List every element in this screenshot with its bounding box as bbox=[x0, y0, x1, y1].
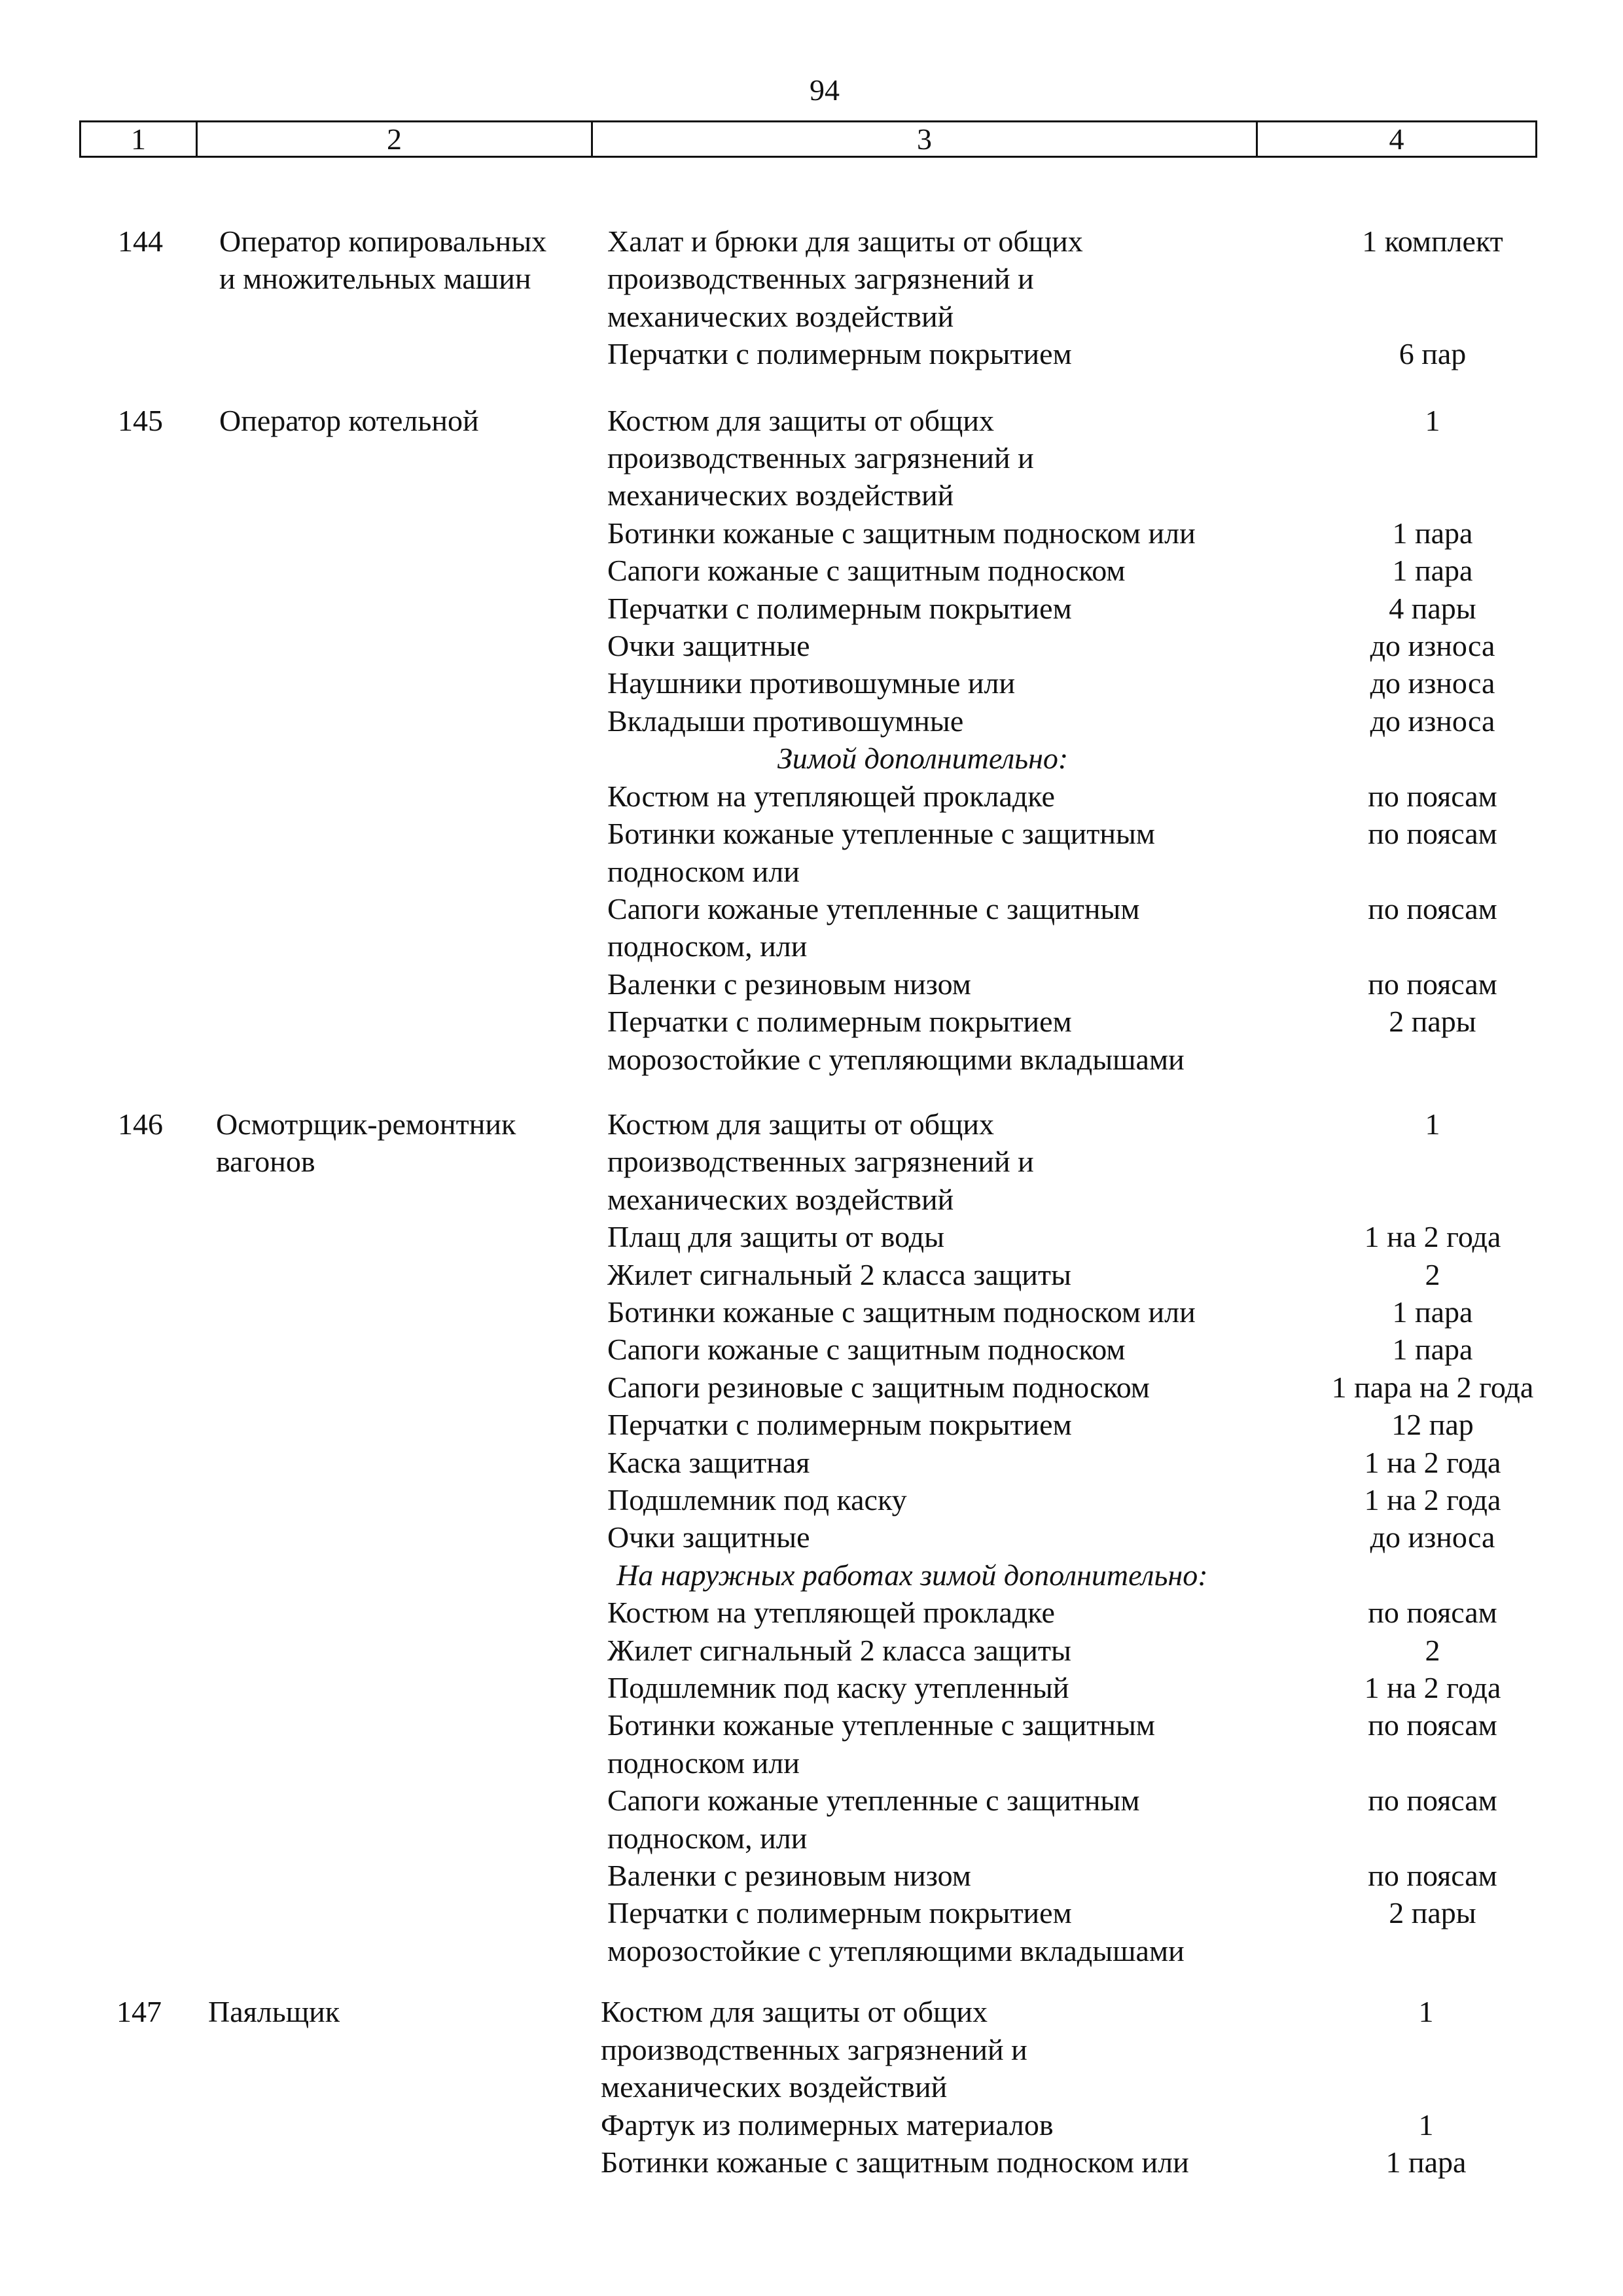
item-name: Ботинки кожаные утепленные с защитным подноском или bbox=[607, 817, 1155, 888]
item-row bbox=[0, 1857, 1623, 1894]
entry-number: 147 bbox=[116, 1995, 162, 2029]
item-quantity: 1 bbox=[1418, 2108, 1434, 2142]
section-note: Зимой дополнительно: bbox=[777, 742, 1069, 776]
item-name: Сапоги кожаные с защитным подноском bbox=[607, 1333, 1126, 1367]
item-quantity: 2 bbox=[1425, 1257, 1440, 1291]
item-quantity: 1 пара bbox=[1392, 516, 1473, 550]
item-name: Костюм для защиты от общих производственных загрязнений и механических воздействий bbox=[601, 1995, 1027, 2104]
entry-number: 144 bbox=[118, 224, 163, 258]
item-name: Сапоги резиновые с защитным подноском bbox=[607, 1370, 1150, 1404]
page-number: 94 bbox=[810, 73, 840, 107]
item-row bbox=[0, 1993, 1623, 2106]
item-quantity: 1 bbox=[1425, 1107, 1440, 1141]
entry-profession: Оператор котельной bbox=[219, 403, 479, 437]
header-col-2: 2 bbox=[198, 122, 593, 156]
item-quantity: по поясам bbox=[1368, 779, 1497, 813]
item-row bbox=[0, 552, 1623, 589]
item-quantity: по поясам bbox=[1368, 817, 1497, 851]
item-name: Сапоги кожаные утепленные с защитным подноском, или bbox=[607, 891, 1140, 963]
item-row bbox=[0, 1894, 1623, 1969]
item-row bbox=[0, 2106, 1623, 2144]
item-row bbox=[0, 1518, 1623, 1556]
item-quantity: по поясам bbox=[1368, 1859, 1497, 1893]
item-quantity: до износа bbox=[1370, 666, 1495, 700]
item-quantity: до износа bbox=[1370, 704, 1495, 738]
item-quantity: 1 пара на 2 года bbox=[1331, 1370, 1534, 1404]
item-quantity: по поясам bbox=[1368, 1708, 1497, 1742]
item-row bbox=[0, 1632, 1623, 1669]
item-name: Плащ для защиты от воды bbox=[607, 1220, 945, 1254]
item-row bbox=[0, 1105, 1623, 1218]
item-quantity: до износа bbox=[1370, 1520, 1495, 1554]
item-quantity: 2 пары bbox=[1389, 1896, 1476, 1930]
item-name: Валенки с резиновым низом bbox=[607, 1859, 971, 1893]
item-quantity: до износа bbox=[1370, 629, 1495, 663]
item-row bbox=[0, 2144, 1623, 2181]
entry-number: 145 bbox=[118, 403, 163, 437]
item-name: Вкладыши противошумные bbox=[607, 704, 964, 738]
entry-146 bbox=[0, 1105, 1623, 1969]
item-name: Наушники противошумные или bbox=[607, 666, 1016, 700]
item-row bbox=[0, 1256, 1623, 1293]
entry-number: 146 bbox=[118, 1107, 163, 1141]
item-quantity: по поясам bbox=[1368, 1596, 1497, 1630]
header-col-3: 3 bbox=[593, 122, 1258, 156]
item-row bbox=[0, 815, 1623, 890]
item-row bbox=[0, 223, 1623, 335]
item-name: Ботинки кожаные с защитным подноском или bbox=[607, 516, 1196, 550]
item-row bbox=[0, 514, 1623, 552]
item-name: Костюм для защиты от общих производственных загрязнений и механических воздействий bbox=[607, 403, 1034, 512]
item-row bbox=[0, 965, 1623, 1003]
item-row bbox=[0, 627, 1623, 664]
item-name: Жилет сигнальный 2 класса защиты bbox=[607, 1257, 1071, 1291]
item-quantity: 1 комплект bbox=[1362, 224, 1503, 258]
item-quantity: 4 пары bbox=[1389, 591, 1476, 625]
entry-profession: Осмотрщик-ремонтник вагонов bbox=[216, 1107, 516, 1179]
item-row bbox=[0, 702, 1623, 740]
header-col-1: 1 bbox=[81, 122, 198, 156]
item-row bbox=[0, 1481, 1623, 1518]
item-name: Жилет сигнальный 2 класса защиты bbox=[607, 1633, 1071, 1667]
item-name: Каска защитная bbox=[607, 1445, 810, 1479]
item-name: Перчатки с полимерным покрытием морозостойкие с утепляющими вкладышами bbox=[607, 1005, 1185, 1076]
item-quantity: 1 на 2 года bbox=[1364, 1483, 1501, 1516]
item-quantity: 1 на 2 года bbox=[1364, 1671, 1501, 1705]
item-quantity: 1 на 2 года bbox=[1364, 1220, 1501, 1254]
item-name: Очки защитные bbox=[607, 1520, 810, 1554]
item-quantity: 1 пара bbox=[1385, 2145, 1467, 2179]
item-name: Перчатки с полимерным покрытием морозостойкие с утепляющими вкладышами bbox=[607, 1896, 1185, 1967]
item-quantity: 1 пара bbox=[1392, 1295, 1473, 1329]
item-quantity: 1 на 2 года bbox=[1364, 1445, 1501, 1479]
entry-145 bbox=[0, 402, 1623, 1078]
item-name: Фартук из полимерных материалов bbox=[601, 2108, 1054, 2142]
entry-profession: Оператор копировальных и множительных машин bbox=[219, 224, 547, 296]
entry-profession: Паяльщик bbox=[208, 1995, 340, 2029]
item-row bbox=[0, 890, 1623, 965]
item-row bbox=[0, 778, 1623, 815]
item-row bbox=[0, 1293, 1623, 1331]
item-name: Ботинки кожаные с защитным подноском или bbox=[601, 2145, 1189, 2179]
item-name: Валенки с резиновым низом bbox=[607, 967, 971, 1001]
item-name: Подшлемник под каску утепленный bbox=[607, 1671, 1069, 1705]
item-name: Халат и брюки для защиты от общих производственных загрязнений и механических воздействий bbox=[607, 224, 1083, 333]
item-row bbox=[0, 335, 1623, 372]
section-note: На наружных работах зимой дополнительно: bbox=[616, 1558, 1208, 1592]
item-row bbox=[0, 1669, 1623, 1706]
entries-list bbox=[0, 223, 1623, 2181]
item-row bbox=[0, 402, 1623, 514]
item-row bbox=[0, 1782, 1623, 1857]
item-row bbox=[0, 1594, 1623, 1631]
item-quantity: 1 bbox=[1425, 403, 1440, 437]
item-name: Очки защитные bbox=[607, 629, 810, 663]
table-header-row bbox=[79, 120, 1537, 158]
item-name: Ботинки кожаные утепленные с защитным подноском или bbox=[607, 1708, 1155, 1780]
item-row bbox=[0, 1003, 1623, 1078]
item-quantity: по поясам bbox=[1368, 1784, 1497, 1818]
item-name: Перчатки с полимерным покрытием bbox=[607, 337, 1072, 371]
item-quantity: 1 bbox=[1418, 1995, 1434, 2029]
item-quantity: 2 bbox=[1425, 1633, 1440, 1667]
item-row bbox=[0, 1444, 1623, 1481]
item-row bbox=[0, 1369, 1623, 1406]
item-quantity: 12 пар bbox=[1391, 1408, 1474, 1442]
item-name: Костюм для защиты от общих производственных загрязнений и механических воздействий bbox=[607, 1107, 1034, 1216]
header-col-4: 4 bbox=[1389, 122, 1404, 156]
item-row bbox=[0, 1706, 1623, 1782]
item-name: Ботинки кожаные с защитным подноском или bbox=[607, 1295, 1196, 1329]
item-name: Сапоги кожаные утепленные с защитным подноском, или bbox=[607, 1784, 1140, 1855]
item-row bbox=[0, 1331, 1623, 1368]
item-quantity: 2 пары bbox=[1389, 1005, 1476, 1039]
item-name: Сапоги кожаные с защитным подноском bbox=[607, 554, 1126, 588]
entry-147 bbox=[0, 1993, 1623, 2181]
item-name: Перчатки с полимерным покрытием bbox=[607, 591, 1072, 625]
item-name: Подшлемник под каску bbox=[607, 1483, 907, 1516]
item-name: Костюм на утепляющей прокладке bbox=[607, 1596, 1055, 1630]
item-quantity: по поясам bbox=[1368, 967, 1497, 1001]
item-quantity: по поясам bbox=[1368, 891, 1497, 925]
item-row bbox=[0, 590, 1623, 627]
entry-144 bbox=[0, 223, 1623, 373]
item-name: Перчатки с полимерным покрытием bbox=[607, 1408, 1072, 1442]
item-quantity: 1 пара bbox=[1392, 554, 1473, 588]
item-name: Костюм на утепляющей прокладке bbox=[607, 779, 1055, 813]
item-quantity: 1 пара bbox=[1392, 1333, 1473, 1367]
item-quantity: 6 пар bbox=[1399, 337, 1467, 371]
item-row bbox=[0, 1218, 1623, 1255]
item-row bbox=[0, 1406, 1623, 1443]
item-row bbox=[0, 664, 1623, 702]
